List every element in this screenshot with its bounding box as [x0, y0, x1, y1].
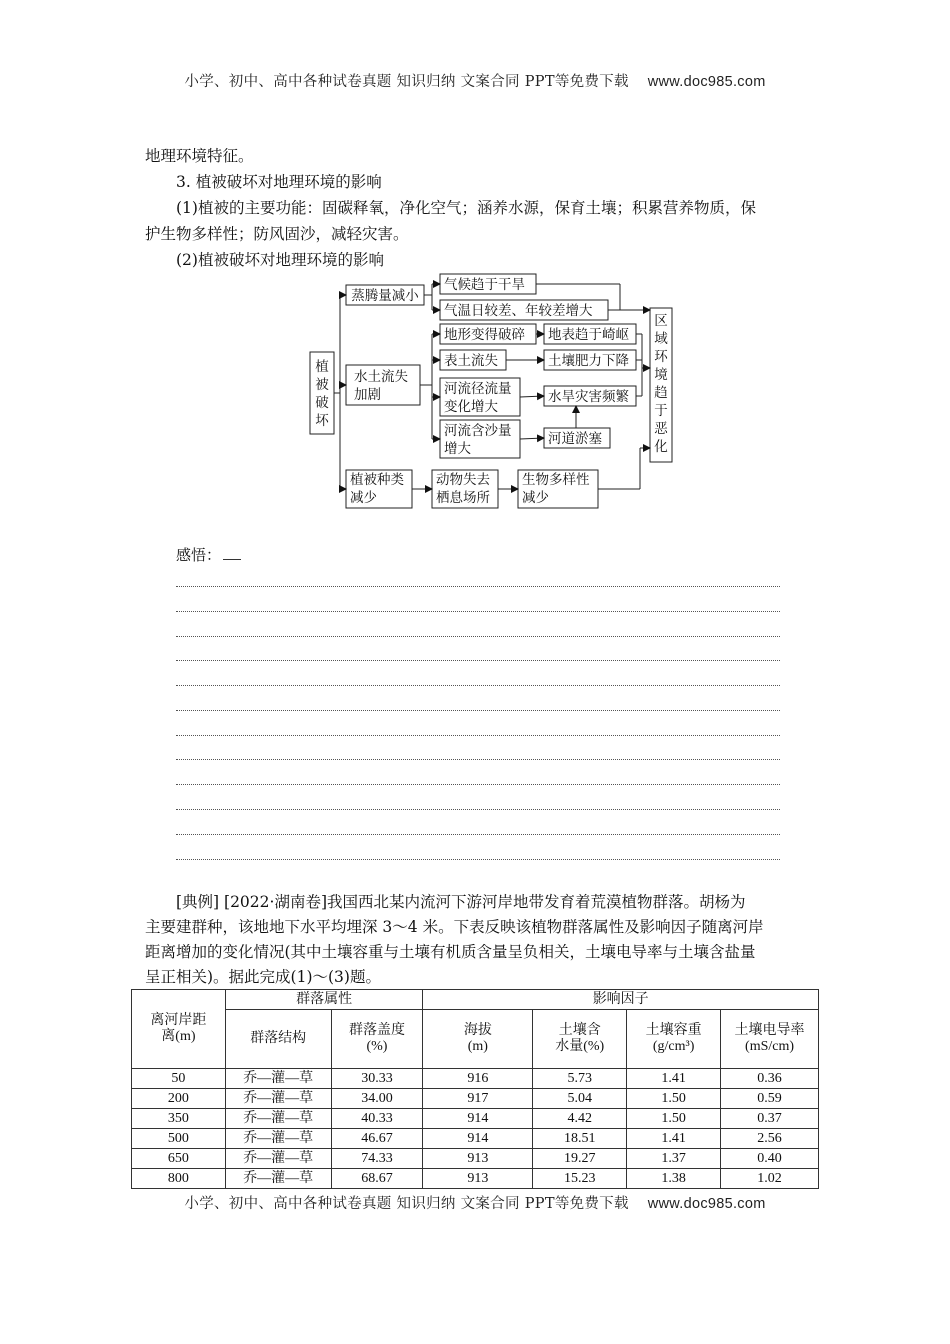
cell-water: 18.51 [533, 1129, 627, 1149]
header-coverage: 群落盖度(%) [331, 1010, 423, 1069]
cell-structure: 乔—灌—草 [225, 1169, 331, 1189]
note-line[interactable] [176, 834, 780, 835]
root-char-3: 破 [315, 395, 329, 411]
label-habitat-2: 栖息场所 [436, 490, 490, 506]
result-char-7: 恶 [654, 421, 668, 437]
label-flood-drought: 水旱灾害频繁 [548, 389, 629, 405]
footer-text: 小学、初中、高中各种试卷真题 知识归纳 文案合同 PPT等免费下载 [184, 1196, 629, 1212]
footer-site: www.doc985.com [647, 1196, 766, 1212]
cell-density: 1.50 [627, 1089, 721, 1109]
cell-density: 1.38 [627, 1169, 721, 1189]
cell-conductivity: 1.02 [721, 1169, 819, 1189]
cell-coverage: 34.00 [331, 1089, 423, 1109]
header-water: 土壤含水量(%) [533, 1010, 627, 1069]
table-row [132, 1169, 819, 1189]
header-altitude: 海拔(m) [423, 1010, 533, 1069]
header-conductivity: 土壤电导率(mS/cm) [721, 1010, 819, 1069]
cell-conductivity: 0.37 [721, 1109, 819, 1129]
label-climate-arid: 气候趋于干旱 [444, 277, 525, 293]
label-temperature-range: 气温日较差、年较差增大 [444, 303, 593, 319]
result-char-2: 域 [654, 331, 668, 347]
result-char-5: 趋 [654, 385, 668, 401]
note-line[interactable] [176, 660, 780, 661]
cell-water: 5.04 [533, 1089, 627, 1109]
label-topsoil-loss: 表土流失 [444, 353, 498, 369]
result-char-6: 于 [654, 403, 668, 419]
result-char-1: 区 [654, 313, 668, 329]
cell-coverage: 40.33 [331, 1109, 423, 1129]
notes-label-text: 感悟： [176, 546, 222, 564]
note-line[interactable] [176, 809, 780, 810]
root-char-1: 植 [315, 359, 329, 375]
cell-density: 1.37 [627, 1149, 721, 1169]
header-density: 土壤容重(g/cm³) [627, 1010, 721, 1069]
note-line[interactable] [176, 586, 780, 587]
example-line-4: 呈正相关)。据此完成(1)～(3)题。 [145, 968, 381, 986]
result-char-3: 环 [654, 349, 668, 365]
label-species-2: 减少 [350, 490, 377, 506]
header-site: www.doc985.com [647, 74, 766, 90]
cell-conductivity: 0.36 [721, 1069, 819, 1089]
example-line-2: 主要建群种，该地地下水平均埋深 3～4 米。下表反映该植物群落属性及影响因子随离河岸 [145, 918, 764, 936]
note-line[interactable] [176, 859, 780, 860]
cell-distance: 800 [132, 1169, 226, 1189]
label-erosion-2: 加剧 [354, 387, 381, 403]
cell-distance: 500 [132, 1129, 226, 1149]
cell-distance: 200 [132, 1089, 226, 1109]
cell-coverage: 68.67 [331, 1169, 423, 1189]
label-biodiversity-1: 生物多样性 [522, 472, 590, 488]
header-group-factors: 影响因子 [423, 990, 819, 1010]
root-char-4: 坏 [315, 413, 329, 429]
cell-water: 19.27 [533, 1149, 627, 1169]
cell-conductivity: 0.59 [721, 1089, 819, 1109]
paragraph-1-line-2: 护生物多样性；防风固沙，减轻灾害。 [145, 225, 409, 243]
label-species-1: 植被种类 [350, 472, 404, 488]
label-runoff-2: 变化增大 [444, 399, 498, 415]
notes-label [176, 544, 241, 565]
header-distance: 离河岸距离(m) [132, 990, 226, 1069]
flow-diagram [300, 268, 680, 520]
page-footer [0, 1192, 950, 1213]
label-rugged-surface: 地表趋于崎岖 [548, 327, 629, 343]
result-char-8: 化 [654, 439, 668, 455]
example-line-3: 距离增加的变化情况(其中土壤容重与土壤有机质含量呈负相关，土壤电导率与土壤含盐量 [145, 943, 756, 961]
cell-structure: 乔—灌—草 [225, 1129, 331, 1149]
header-structure: 群落结构 [225, 1010, 331, 1069]
cell-water: 4.42 [533, 1109, 627, 1129]
header-text: 小学、初中、高中各种试卷真题 知识归纳 文案合同 PPT等免费下载 [184, 74, 629, 90]
cell-water: 15.23 [533, 1169, 627, 1189]
cell-density: 1.41 [627, 1069, 721, 1089]
paragraph-1-line-1: (1)植被的主要功能：固碳释氧，净化空气；涵养水源，保育土壤；积累营养物质，保 [176, 199, 756, 217]
cell-structure: 乔—灌—草 [225, 1089, 331, 1109]
cell-density: 1.50 [627, 1109, 721, 1129]
root-char-2: 被 [315, 377, 329, 393]
flow-diagram-svg [300, 268, 680, 516]
label-sediment-2: 增大 [444, 441, 471, 457]
label-terrain-broken: 地形变得破碎 [444, 327, 525, 343]
header-group-attributes: 群落属性 [225, 990, 423, 1010]
cell-water: 5.73 [533, 1069, 627, 1089]
paragraph-2-title: (2)植被破坏对地理环境的影响 [176, 251, 384, 269]
label-biodiversity-2: 减少 [522, 490, 549, 506]
note-line[interactable] [176, 710, 780, 711]
cell-conductivity: 2.56 [721, 1129, 819, 1149]
notes-blank[interactable] [223, 547, 241, 560]
note-line[interactable] [176, 735, 780, 736]
cell-coverage: 74.33 [331, 1149, 423, 1169]
label-habitat-1: 动物失去 [436, 472, 490, 488]
continued-text: 地理环境特征。 [145, 147, 254, 165]
cell-structure: 乔—灌—草 [225, 1069, 331, 1089]
section-title: 3. 植被破坏对地理环境的影响 [176, 173, 382, 191]
note-line[interactable] [176, 685, 780, 686]
label-runoff-1: 河流径流量 [444, 381, 512, 397]
table-row [132, 1129, 819, 1149]
label-fertility-decline: 土壤肥力下降 [548, 353, 629, 369]
result-char-4: 境 [654, 367, 668, 383]
cell-structure: 乔—灌—草 [225, 1149, 331, 1169]
cell-distance: 650 [132, 1149, 226, 1169]
note-line[interactable] [176, 759, 780, 760]
cell-altitude: 913 [423, 1149, 533, 1169]
cell-distance: 350 [132, 1109, 226, 1129]
cell-altitude: 916 [423, 1069, 533, 1089]
label-sediment-1: 河流含沙量 [444, 423, 512, 439]
cell-structure: 乔—灌—草 [225, 1109, 331, 1129]
page-header [0, 70, 950, 91]
example-line-1: [典例] [2022·湖南卷]我国西北某内流河下游河岸地带发育着荒漠植物群落。胡杨为 [176, 893, 746, 911]
note-line[interactable] [176, 636, 780, 637]
table-row [132, 1089, 819, 1109]
table-row [132, 1069, 819, 1089]
cell-altitude: 914 [423, 1129, 533, 1149]
note-line[interactable] [176, 611, 780, 612]
cell-distance: 50 [132, 1069, 226, 1089]
data-table [131, 989, 819, 1189]
cell-altitude: 914 [423, 1109, 533, 1129]
cell-conductivity: 0.40 [721, 1149, 819, 1169]
table-row [132, 1109, 819, 1129]
note-line[interactable] [176, 784, 780, 785]
cell-density: 1.41 [627, 1129, 721, 1149]
cell-coverage: 30.33 [331, 1069, 423, 1089]
cell-altitude: 917 [423, 1089, 533, 1109]
label-transpiration: 蒸腾量减小 [351, 288, 419, 304]
table-row [132, 1149, 819, 1169]
cell-coverage: 46.67 [331, 1129, 423, 1149]
cell-altitude: 913 [423, 1169, 533, 1189]
label-erosion-1: 水土流失 [354, 369, 408, 385]
label-river-silting: 河道淤塞 [548, 431, 602, 447]
